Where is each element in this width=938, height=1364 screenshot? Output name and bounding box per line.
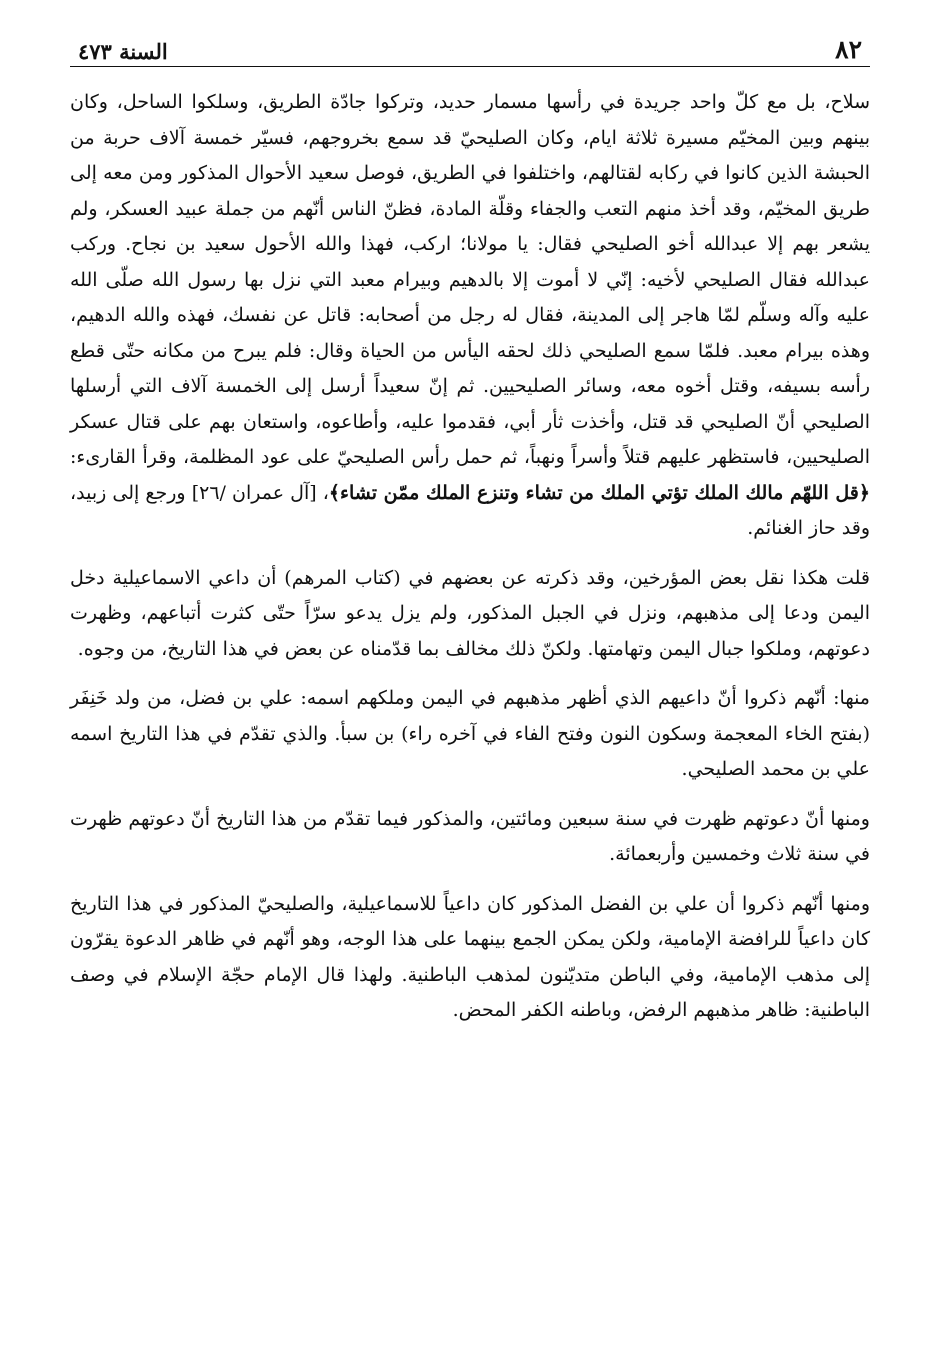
page-number: ٨٢ <box>835 35 862 64</box>
paragraph-4: ومنها أنّ دعوتهم ظهرت في سنة سبعين ومائتين، والمذكور فيما تقدّم من هذا التاريخ أنّ دعوتهم ظهرت في سنة ثلاث وخمسين وأربعمائة. <box>70 807 870 865</box>
paragraph-1-tail: ، [آل عمران /٢٦] ورجع إلى زبيد، وقد حاز الغنائم. <box>70 481 870 539</box>
paragraph-1-text: سلاح، بل مع كلّ واحد جريدة في رأسها مسمار حديد، وتركوا جادّة الطريق، وسلكوا الساحل، وكان بينهم وبين المخيّم مسيرة ثلاثة ايام، وكان الصليحيّ قد سمع بخروجهم، فسيّر خمسة آلاف حربة من الحبشة الذين كانوا في ركابه لقتالهم، واختلفوا في الطريق، فوصل سعيد الأحوال المذكور ومن معه إلى طريق المخيّم، وقد أخذ منهم التعب والجفاء وقلّة المادة، فظنّ الناس أنّهم من جملة عبيد العسكر، ولم يشعر بهم إلا عبدالله أخو الصليحي فقال: يا مولانا؛ اركب، فهذا والله الأحول سعيد بن نجاح. وركب عبدالله فقال الصليحي لأخيه: إنّي لا أموت إلا بالدهيم وبيرام معبد التي نزل بها رسول الله صلّى الله عليه وآله وسلّم لمّا هاجر إلى المدينة، فقال له رجل من أصحابه: قاتل عن نفسك، فهذه والله الدهيم، وهذه بيرام معبد. فلمّا سمع الصليحي ذلك لحقه اليأس من الحياة وقال: فلم يبرح من مكانه حتّى قطع رأسه بسيفه، وقتل أخوه معه، وسائر الصليحيين. ثم إنّ سعيداً أرسل إلى الخمسة آلاف التي أرسلها الصليحي أنّ الصليحي قد قتل، وأخذت ثأر أبي، فقدموا عليه، وأطاعوه، واستعان بهم على قتال عسكر الصليحيين، فاستظهر عليهم قتلاً وأسراً ونهباً، ثم حمل رأس الصليحيّ على عود المظلمة، وقرأ القارىء: <box>70 91 870 468</box>
paragraph-1 <box>70 85 870 547</box>
page-header <box>70 28 870 67</box>
paragraph-2: قلت هكذا نقل بعض المؤرخين، وقد ذكرته عن بعضهم في (كتاب المرهم) أن داعي الاسماعيلية دخل اليمن ودعا إلى مذهبهم، ونزل في الجبل المذكور، ولم يزل يدعو سرّاً حتّى كثرت أتباعهم، وظهرت دعوتهم، وملكوا جبال اليمن وتهامتها. ولكنّ ذلك مخالف بما قدّمناه عن بعض في هذا التاريخ، من وجوه. <box>70 566 870 660</box>
running-title: السنة ٤٧٣ <box>78 39 168 64</box>
page-body <box>70 85 870 1029</box>
paragraph-5: ومنها أنّهم ذكروا أن علي بن الفضل المذكور كان داعياً للاسماعيلية، والصليحيّ المذكور في هذا التاريخ كان داعياً للرافضة الإمامية، ولكن يمكن الجمع بينهما على هذا الوجه، وهو أنّهم في ظاهر الدعوة يقرّون إلى مذهب الإمامية، وفي الباطن متديّنون لمذهب الباطنية. ولهذا قال الإمام حجّة الإسلام في وصف الباطنية: ظاهر مذهبهم الرفض، وباطنه الكفر المحض. <box>70 892 870 1021</box>
paragraph-3: منها: أنّهم ذكروا أنّ داعيهم الذي أظهر مذهبهم في اليمن وملكهم اسمه: علي بن فضل، من ولد خَنِفَر (بفتح الخاء المعجمة وسكون النون وفتح الفاء في آخره راء) بن سبأ. والذي تقدّم في هذا التاريخ اسمه علي بن محمد الصليحي. <box>70 687 870 780</box>
document-page <box>70 28 870 1043</box>
quran-quote: ﴿قل اللهّم مالك الملك تؤتي الملك من تشاء وتنزع الملك ممّن تشاء﴾ <box>328 481 871 504</box>
